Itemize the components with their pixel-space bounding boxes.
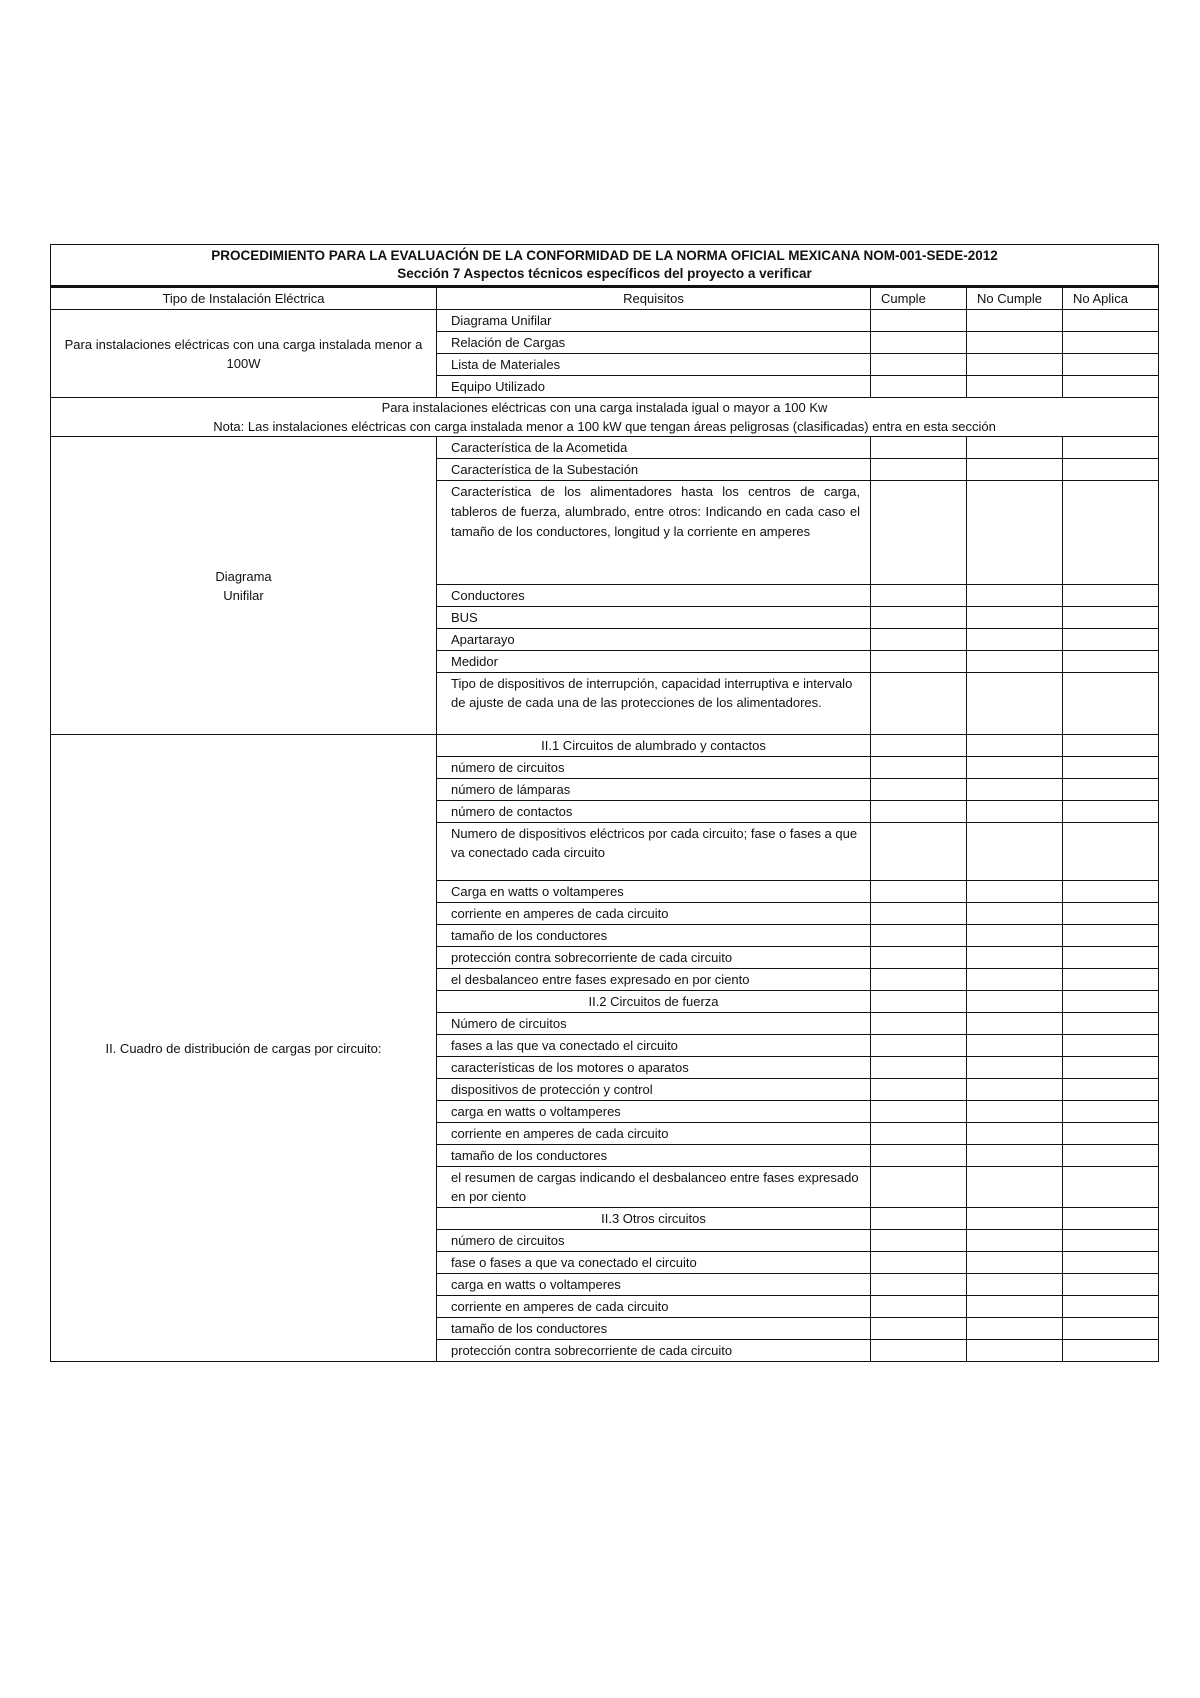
checkbox-no-cumple[interactable] [967,1035,1063,1057]
checkbox-cumple[interactable] [871,1101,967,1123]
header-cumple: Cumple [871,287,967,310]
group-diagrama-unifilar [51,437,1159,735]
requirement-text: Equipo Utilizado [437,376,871,398]
checkbox-no-aplica[interactable] [1063,1230,1159,1252]
subsection-heading: II.2 Circuitos de fuerza [437,991,871,1013]
section-note-row [51,398,1159,437]
group-label-cuadro: II. Cuadro de distribución de cargas por circuito: [51,735,437,1362]
checkbox-no-aplica[interactable] [1063,881,1159,903]
checkbox-no-cumple[interactable] [967,735,1063,757]
checkbox-cumple[interactable] [871,1340,967,1362]
checklist-table [50,244,1159,1362]
checkbox-no-cumple[interactable] [967,376,1063,398]
checkbox-no-cumple[interactable] [967,1123,1063,1145]
header-row [51,287,1159,310]
document-title: PROCEDIMIENTO PARA LA EVALUACIÓN DE LA CONFORMIDAD DE LA NORMA OFICIAL MEXICANA NOM-001-SEDE-2012 [211,248,998,263]
checkbox-no-aplica[interactable] [1063,823,1159,881]
checkbox-no-cumple[interactable] [967,585,1063,607]
checkbox-no-cumple[interactable] [967,354,1063,376]
requirement-text: Medidor [437,651,871,673]
requirement-text: BUS [437,607,871,629]
subsection-heading: II.3 Otros circuitos [437,1208,871,1230]
checkbox-no-aplica[interactable] [1063,585,1159,607]
checkbox-no-aplica[interactable] [1063,1013,1159,1035]
checkbox-cumple[interactable] [871,607,967,629]
checkbox-no-aplica[interactable] [1063,481,1159,585]
group-label-diagrama: Diagrama Unifilar [51,437,437,735]
checkbox-cumple[interactable] [871,437,967,459]
checkbox-cumple[interactable] [871,823,967,881]
checkbox-no-aplica[interactable] [1063,991,1159,1013]
checkbox-no-aplica[interactable] [1063,1101,1159,1123]
checkbox-cumple[interactable] [871,1013,967,1035]
checkbox-no-aplica[interactable] [1063,332,1159,354]
checkbox-no-cumple[interactable] [967,1101,1063,1123]
checkbox-no-cumple[interactable] [967,1057,1063,1079]
requirement-text: número de lámparas [437,779,871,801]
checkbox-cumple[interactable] [871,903,967,925]
checkbox-cumple[interactable] [871,969,967,991]
requirement-text: Relación de Cargas [437,332,871,354]
checkbox-no-aplica[interactable] [1063,1145,1159,1167]
checkbox-cumple[interactable] [871,1057,967,1079]
checkbox-no-cumple[interactable] [967,651,1063,673]
group-small-installations [51,310,1159,398]
requirement-text: Diagrama Unifilar [437,310,871,332]
header-requisitos: Requisitos [437,287,871,310]
checkbox-no-aplica[interactable] [1063,1035,1159,1057]
checkbox-no-cumple[interactable] [967,1013,1063,1035]
checkbox-no-aplica[interactable] [1063,459,1159,481]
checkbox-no-cumple[interactable] [967,779,1063,801]
requirement-text: Numero de dispositivos eléctricos por cada circuito; fase o fases a que va conectado cada circuito [437,823,871,881]
section-subtitle: Sección 7 Aspectos técnicos específicos del proyecto a verificar [397,266,812,281]
checkbox-no-aplica[interactable] [1063,1340,1159,1362]
checkbox-no-cumple[interactable] [967,629,1063,651]
checkbox-no-cumple[interactable] [967,969,1063,991]
conformity-checklist-sheet [50,244,1158,1362]
checkbox-no-cumple[interactable] [967,607,1063,629]
checkbox-no-aplica[interactable] [1063,437,1159,459]
checkbox-cumple[interactable] [871,310,967,332]
checkbox-no-aplica[interactable] [1063,801,1159,823]
checkbox-no-aplica[interactable] [1063,1057,1159,1079]
checkbox-cumple[interactable] [871,735,967,757]
checkbox-cumple[interactable] [871,1208,967,1230]
checkbox-no-aplica[interactable] [1063,1296,1159,1318]
requirement-text: corriente en amperes de cada circuito [437,903,871,925]
checkbox-no-cumple[interactable] [967,673,1063,735]
requirement-text: número de contactos [437,801,871,823]
checkbox-no-aplica[interactable] [1063,779,1159,801]
requirement-text: corriente en amperes de cada circuito [437,1123,871,1145]
checkbox-cumple[interactable] [871,1079,967,1101]
requirement-text: Tipo de dispositivos de interrupción, capacidad interruptiva e intervalo de ajuste de cada una de las protecciones de los alimentadores. [437,673,871,735]
checkbox-no-cumple[interactable] [967,903,1063,925]
checkbox-cumple[interactable] [871,1252,967,1274]
checkbox-cumple[interactable] [871,1230,967,1252]
requirement-text: fase o fases a que va conectado el circuito [437,1252,871,1274]
checkbox-no-cumple[interactable] [967,1252,1063,1274]
checkbox-no-aplica[interactable] [1063,1274,1159,1296]
checkbox-cumple[interactable] [871,585,967,607]
section-note-heading: Para instalaciones eléctricas con una carga instalada igual o mayor a 100 Kw [381,400,828,415]
requirement-text: número de circuitos [437,757,871,779]
checkbox-cumple[interactable] [871,376,967,398]
checkbox-no-cumple[interactable] [967,437,1063,459]
checkbox-no-aplica[interactable] [1063,1123,1159,1145]
checkbox-no-aplica[interactable] [1063,969,1159,991]
checkbox-cumple[interactable] [871,1318,967,1340]
checkbox-cumple[interactable] [871,1123,967,1145]
checkbox-no-cumple[interactable] [967,925,1063,947]
requirement-row [51,310,1159,332]
checkbox-no-aplica[interactable] [1063,1167,1159,1208]
checkbox-cumple[interactable] [871,801,967,823]
header-no-aplica: No Aplica [1063,287,1159,310]
checkbox-no-cumple[interactable] [967,1145,1063,1167]
checkbox-no-aplica[interactable] [1063,947,1159,969]
checkbox-no-aplica[interactable] [1063,1208,1159,1230]
checkbox-no-cumple[interactable] [967,991,1063,1013]
subsection-row [51,735,1159,757]
group-label-small: Para instalaciones eléctricas con una carga instalada menor a 100W [51,310,437,398]
checkbox-no-aplica[interactable] [1063,310,1159,332]
checkbox-cumple[interactable] [871,1296,967,1318]
checkbox-cumple[interactable] [871,947,967,969]
checkbox-no-aplica[interactable] [1063,629,1159,651]
header-no-cumple: No Cumple [967,287,1063,310]
checkbox-no-cumple[interactable] [967,1340,1063,1362]
checkbox-cumple[interactable] [871,757,967,779]
checkbox-cumple[interactable] [871,1145,967,1167]
checkbox-cumple[interactable] [871,354,967,376]
subsection-heading: II.1 Circuitos de alumbrado y contactos [437,735,871,757]
requirement-row [51,437,1159,459]
checkbox-no-cumple[interactable] [967,332,1063,354]
checkbox-cumple[interactable] [871,925,967,947]
requirement-text: protección contra sobrecorriente de cada circuito [437,1340,871,1362]
checkbox-no-cumple[interactable] [967,757,1063,779]
requirement-text: Característica de la Acometida [437,437,871,459]
requirement-text: carga en watts o voltamperes [437,1274,871,1296]
checkbox-no-cumple[interactable] [967,1079,1063,1101]
checkbox-cumple[interactable] [871,1167,967,1208]
checkbox-no-aplica[interactable] [1063,1318,1159,1340]
requirement-text: número de circuitos [437,1230,871,1252]
requirement-text: Característica de la Subestación [437,459,871,481]
requirement-text: protección contra sobrecorriente de cada circuito [437,947,871,969]
checkbox-no-cumple[interactable] [967,1208,1063,1230]
requirement-text: el desbalanceo entre fases expresado en por ciento [437,969,871,991]
requirement-text: Número de circuitos [437,1013,871,1035]
checkbox-no-aplica[interactable] [1063,651,1159,673]
checkbox-no-cumple[interactable] [967,881,1063,903]
checkbox-no-aplica[interactable] [1063,903,1159,925]
checkbox-no-cumple[interactable] [967,459,1063,481]
checkbox-no-aplica[interactable] [1063,925,1159,947]
title-row [51,245,1159,287]
header-tipo: Tipo de Instalación Eléctrica [51,287,437,310]
checkbox-no-aplica[interactable] [1063,757,1159,779]
checkbox-no-aplica[interactable] [1063,673,1159,735]
requirement-text: tamaño de los conductores [437,925,871,947]
checkbox-cumple[interactable] [871,332,967,354]
checkbox-cumple[interactable] [871,481,967,585]
checkbox-no-cumple[interactable] [967,1230,1063,1252]
requirement-text: Carga en watts o voltamperes [437,881,871,903]
checkbox-no-aplica[interactable] [1063,735,1159,757]
requirement-text: tamaño de los conductores [437,1318,871,1340]
checkbox-cumple[interactable] [871,1035,967,1057]
checkbox-no-cumple[interactable] [967,1274,1063,1296]
requirement-text: carga en watts o voltamperes [437,1101,871,1123]
section-note-text: Nota: Las instalaciones eléctricas con carga instalada menor a 100 kW que tengan áreas peligrosas (clasificadas) entra en esta sección [213,419,996,434]
checkbox-cumple[interactable] [871,779,967,801]
checkbox-cumple[interactable] [871,629,967,651]
checkbox-no-cumple[interactable] [967,801,1063,823]
requirement-text: el resumen de cargas indicando el desbalanceo entre fases expresado en por ciento [437,1167,871,1208]
requirement-text: Apartarayo [437,629,871,651]
requirement-text: Característica de los alimentadores hasta los centros de carga, tableros de fuerza, alumbrado, entre otros: Indicando en cada caso el tamaño de los conductores, longitud y la corriente en amperes [437,481,871,585]
checkbox-no-aplica[interactable] [1063,1252,1159,1274]
requirement-text: dispositivos de protección y control [437,1079,871,1101]
requirement-text: fases a las que va conectado el circuito [437,1035,871,1057]
checkbox-no-aplica[interactable] [1063,354,1159,376]
group-cuadro-distribucion [51,735,1159,1362]
requirement-text: tamaño de los conductores [437,1145,871,1167]
checkbox-cumple[interactable] [871,881,967,903]
requirement-text: Lista de Materiales [437,354,871,376]
checkbox-cumple[interactable] [871,1274,967,1296]
checkbox-cumple[interactable] [871,673,967,735]
checkbox-no-cumple[interactable] [967,481,1063,585]
checkbox-no-cumple[interactable] [967,1318,1063,1340]
checkbox-no-cumple[interactable] [967,947,1063,969]
checkbox-cumple[interactable] [871,991,967,1013]
checkbox-no-cumple[interactable] [967,1296,1063,1318]
checkbox-cumple[interactable] [871,651,967,673]
requirement-text: corriente en amperes de cada circuito [437,1296,871,1318]
requirement-text: Conductores [437,585,871,607]
checkbox-cumple[interactable] [871,459,967,481]
checkbox-no-cumple[interactable] [967,310,1063,332]
checkbox-no-cumple[interactable] [967,1167,1063,1208]
checkbox-no-aplica[interactable] [1063,1079,1159,1101]
checkbox-no-aplica[interactable] [1063,376,1159,398]
requirement-text: características de los motores o aparatos [437,1057,871,1079]
checkbox-no-cumple[interactable] [967,823,1063,881]
checkbox-no-aplica[interactable] [1063,607,1159,629]
